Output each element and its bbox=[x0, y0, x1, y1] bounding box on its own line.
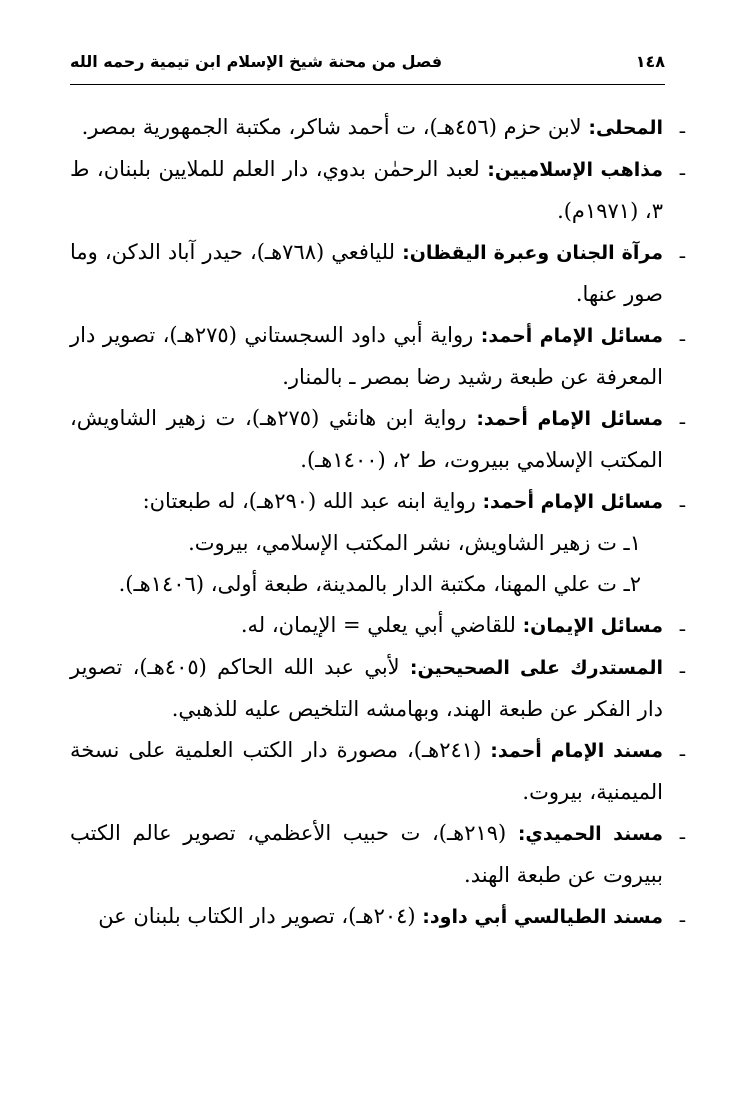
entry-text: لأبي عبد الله الحاكم (٤٠٥هـ)، تصوير دار الفكر عن طبعة الهند، وبهامشه التلخيص عليه للذهبي. bbox=[70, 655, 663, 721]
edition-sub-item: ٢ـ ت علي المهنا، مكتبة الدار بالمدينة، طبعة أولى، (١٤٠٦هـ). bbox=[118, 572, 641, 596]
entry-text: لعبد الرحمٰن بدوي، دار العلم للملايين بلبنان، ط ٣، (١٩٧١م). bbox=[70, 157, 663, 223]
entry-text: لابن حزم (٤٥٦هـ)، ت أحمد شاكر، مكتبة الجمهورية بمصر. bbox=[81, 115, 589, 139]
entry-title: مسائل الإمام أحمد: bbox=[476, 408, 664, 430]
bibliography-entry bbox=[70, 107, 685, 149]
entry-title: مذاهب الإسلاميين: bbox=[487, 159, 663, 181]
entry-dash: ـ bbox=[679, 823, 685, 844]
entry-title: مرآة الجنان وعبرة اليقظان: bbox=[402, 242, 663, 264]
entry-title: مسائل الإيمان: bbox=[522, 615, 663, 637]
entry-title: مسند الطيالسي أبي داود: bbox=[422, 906, 663, 928]
entry-title: المستدرك على الصحيحين: bbox=[409, 657, 664, 679]
entry-text: (٢٠٤هـ)، تصوير دار الكتاب بلبنان عن bbox=[98, 904, 423, 928]
entry-dash: ـ bbox=[679, 408, 685, 429]
bibliography-entry bbox=[70, 647, 685, 730]
bibliography-list bbox=[70, 107, 685, 938]
bibliography-entry bbox=[70, 398, 685, 481]
bibliography-entry bbox=[70, 730, 685, 813]
entry-dash: ـ bbox=[679, 615, 685, 636]
entry-title: مسائل الإمام أحمد: bbox=[482, 491, 663, 513]
entry-text: للقاضي أبي يعلي = الإيمان، له. bbox=[240, 613, 523, 637]
header-divider bbox=[70, 84, 665, 85]
bibliography-entry bbox=[70, 481, 685, 523]
entry-dash: ـ bbox=[679, 242, 685, 263]
bibliography-entry bbox=[70, 605, 685, 647]
entry-text: رواية ابنه عبد الله (٢٩٠هـ)، له طبعتان: bbox=[142, 489, 483, 513]
edition-sub-item: ١ـ ت زهير الشاويش، نشر المكتب الإسلامي، بيروت. bbox=[188, 531, 641, 555]
page-header bbox=[70, 46, 665, 76]
entry-dash: ـ bbox=[679, 740, 685, 761]
entry-dash: ـ bbox=[679, 657, 685, 678]
entry-title: مسائل الإمام أحمد: bbox=[480, 325, 663, 347]
bibliography-entry bbox=[70, 896, 685, 938]
bibliography-entry bbox=[70, 315, 685, 398]
entry-text: (٢٤١هـ)، مصورة دار الكتب العلمية على نسخة الميمنية، بيروت. bbox=[70, 738, 663, 804]
entry-dash: ـ bbox=[679, 117, 685, 138]
entry-text: رواية أبي داود السجستاني (٢٧٥هـ)، تصوير دار المعرفة عن طبعة رشيد رضا بمصر ـ بالمنار. bbox=[70, 323, 663, 389]
bibliography-entry bbox=[70, 149, 685, 232]
entry-dash: ـ bbox=[679, 491, 685, 512]
entry-text: لليافعي (٧٦٨هـ)، حيدر آباد الدكن، وما صور عنها. bbox=[70, 240, 663, 306]
bibliography-entry bbox=[70, 813, 685, 896]
entry-dash: ـ bbox=[679, 906, 685, 927]
entry-title: مسند الإمام أحمد: bbox=[490, 740, 664, 762]
running-title: فصل من محنة شيخ الإسلام ابن تيمية رحمه الله bbox=[70, 51, 443, 71]
page-number: ١٤٨ bbox=[635, 51, 665, 71]
entry-text: (٢١٩هـ)، ت حبيب الأعظمي، تصوير عالم الكتب ببيروت عن طبعة الهند. bbox=[70, 821, 663, 887]
entry-dash: ـ bbox=[679, 159, 685, 180]
entry-dash: ـ bbox=[679, 325, 685, 346]
bibliography-entry bbox=[70, 232, 685, 315]
entry-title: المحلى: bbox=[588, 117, 663, 139]
entry-title: مسند الحميدي: bbox=[517, 823, 663, 845]
entry-text: رواية ابن هانئي (٢٧٥هـ)، ت زهير الشاويش، المكتب الإسلامي ببيروت، ط ٢، (١٤٠٠هـ). bbox=[70, 406, 663, 472]
